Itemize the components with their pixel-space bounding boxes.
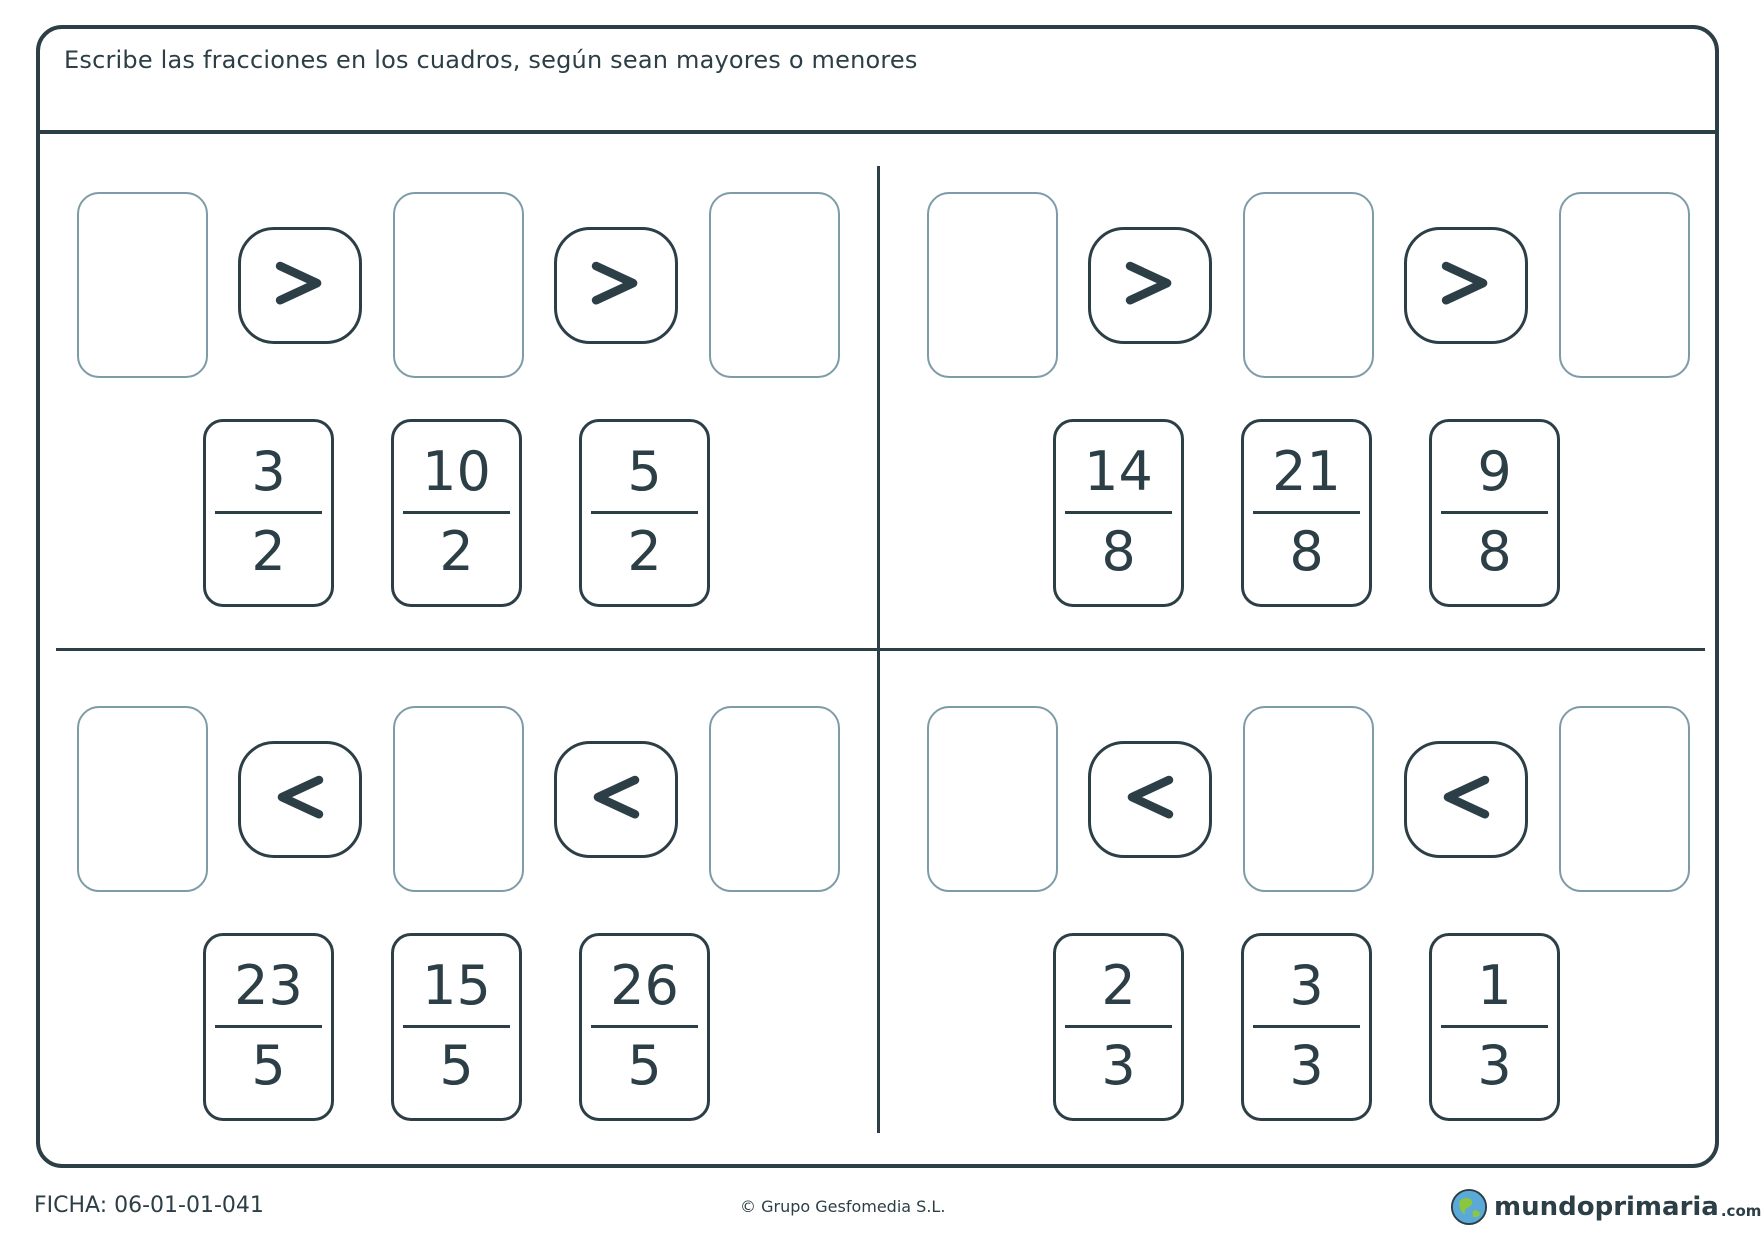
fraction-denominator: 5 xyxy=(251,1034,286,1097)
fraction-numerator: 26 xyxy=(610,954,679,1017)
answer-box[interactable] xyxy=(1243,192,1374,378)
header-divider xyxy=(36,130,1719,134)
answer-box[interactable] xyxy=(77,192,208,378)
fraction-bar xyxy=(215,1025,322,1028)
greater-than-sign xyxy=(1088,227,1212,344)
worksheet-code: FICHA: 06-01-01-041 xyxy=(34,1193,264,1218)
answer-box[interactable] xyxy=(927,706,1058,892)
fraction-card[interactable] xyxy=(1429,933,1560,1121)
fraction-bar xyxy=(1253,511,1360,514)
fraction-denominator: 8 xyxy=(1101,520,1136,583)
greater-than-icon xyxy=(1407,230,1525,341)
greater-than-icon xyxy=(557,230,675,341)
less-than-icon xyxy=(241,744,359,855)
fraction-denominator: 8 xyxy=(1289,520,1324,583)
answer-box[interactable] xyxy=(1243,706,1374,892)
less-than-sign xyxy=(238,741,362,858)
answer-box[interactable] xyxy=(927,192,1058,378)
fraction-bar xyxy=(591,511,698,514)
less-than-icon xyxy=(1407,744,1525,855)
fraction-denominator: 8 xyxy=(1477,520,1512,583)
greater-than-icon xyxy=(1091,230,1209,341)
fraction-denominator: 2 xyxy=(627,520,662,583)
answer-box[interactable] xyxy=(77,706,208,892)
greater-than-sign xyxy=(238,227,362,344)
fraction-denominator: 5 xyxy=(627,1034,662,1097)
fraction-card[interactable] xyxy=(1241,933,1372,1121)
logo-tld: .com xyxy=(1720,1202,1761,1220)
fraction-bar xyxy=(1065,511,1172,514)
fraction-numerator: 2 xyxy=(1101,954,1136,1017)
fraction-card[interactable] xyxy=(1429,419,1560,607)
horizontal-divider xyxy=(56,648,1705,651)
logo-name: mundoprimaria xyxy=(1494,1192,1719,1222)
instructions-text: Escribe las fracciones en los cuadros, según sean mayores o menores xyxy=(64,46,918,74)
fraction-numerator: 1 xyxy=(1477,954,1512,1017)
less-than-icon xyxy=(557,744,675,855)
answer-box[interactable] xyxy=(709,192,840,378)
fraction-numerator: 3 xyxy=(1289,954,1324,1017)
less-than-sign xyxy=(554,741,678,858)
fraction-card[interactable] xyxy=(579,419,710,607)
globe-icon xyxy=(1450,1188,1488,1226)
fraction-denominator: 3 xyxy=(1477,1034,1512,1097)
less-than-sign xyxy=(1404,741,1528,858)
fraction-denominator: 2 xyxy=(439,520,474,583)
copyright-text: © Grupo Gesfomedia S.L. xyxy=(740,1197,946,1216)
greater-than-sign xyxy=(1404,227,1528,344)
fraction-bar xyxy=(1441,1025,1548,1028)
fraction-bar xyxy=(1065,1025,1172,1028)
fraction-denominator: 3 xyxy=(1289,1034,1324,1097)
fraction-numerator: 21 xyxy=(1272,440,1341,503)
fraction-bar xyxy=(1253,1025,1360,1028)
fraction-numerator: 23 xyxy=(234,954,303,1017)
fraction-card[interactable] xyxy=(391,933,522,1121)
fraction-card[interactable] xyxy=(1053,933,1184,1121)
fraction-card[interactable] xyxy=(1053,419,1184,607)
fraction-numerator: 14 xyxy=(1084,440,1153,503)
fraction-card[interactable] xyxy=(391,419,522,607)
fraction-bar xyxy=(1441,511,1548,514)
fraction-card[interactable] xyxy=(579,933,710,1121)
less-than-sign xyxy=(1088,741,1212,858)
fraction-card[interactable] xyxy=(1241,419,1372,607)
answer-box[interactable] xyxy=(393,706,524,892)
fraction-numerator: 5 xyxy=(627,440,662,503)
greater-than-icon xyxy=(241,230,359,341)
fraction-numerator: 10 xyxy=(422,440,491,503)
answer-box[interactable] xyxy=(1559,706,1690,892)
mundoprimaria-logo[interactable] xyxy=(1450,1187,1761,1227)
fraction-bar xyxy=(403,1025,510,1028)
fraction-bar xyxy=(403,511,510,514)
answer-box[interactable] xyxy=(393,192,524,378)
answer-box[interactable] xyxy=(709,706,840,892)
greater-than-sign xyxy=(554,227,678,344)
fraction-bar xyxy=(215,511,322,514)
fraction-card[interactable] xyxy=(203,419,334,607)
fraction-numerator: 15 xyxy=(422,954,491,1017)
fraction-denominator: 3 xyxy=(1101,1034,1136,1097)
fraction-numerator: 3 xyxy=(251,440,286,503)
fraction-bar xyxy=(591,1025,698,1028)
answer-box[interactable] xyxy=(1559,192,1690,378)
fraction-denominator: 2 xyxy=(251,520,286,583)
fraction-denominator: 5 xyxy=(439,1034,474,1097)
less-than-icon xyxy=(1091,744,1209,855)
fraction-card[interactable] xyxy=(203,933,334,1121)
fraction-numerator: 9 xyxy=(1477,440,1512,503)
